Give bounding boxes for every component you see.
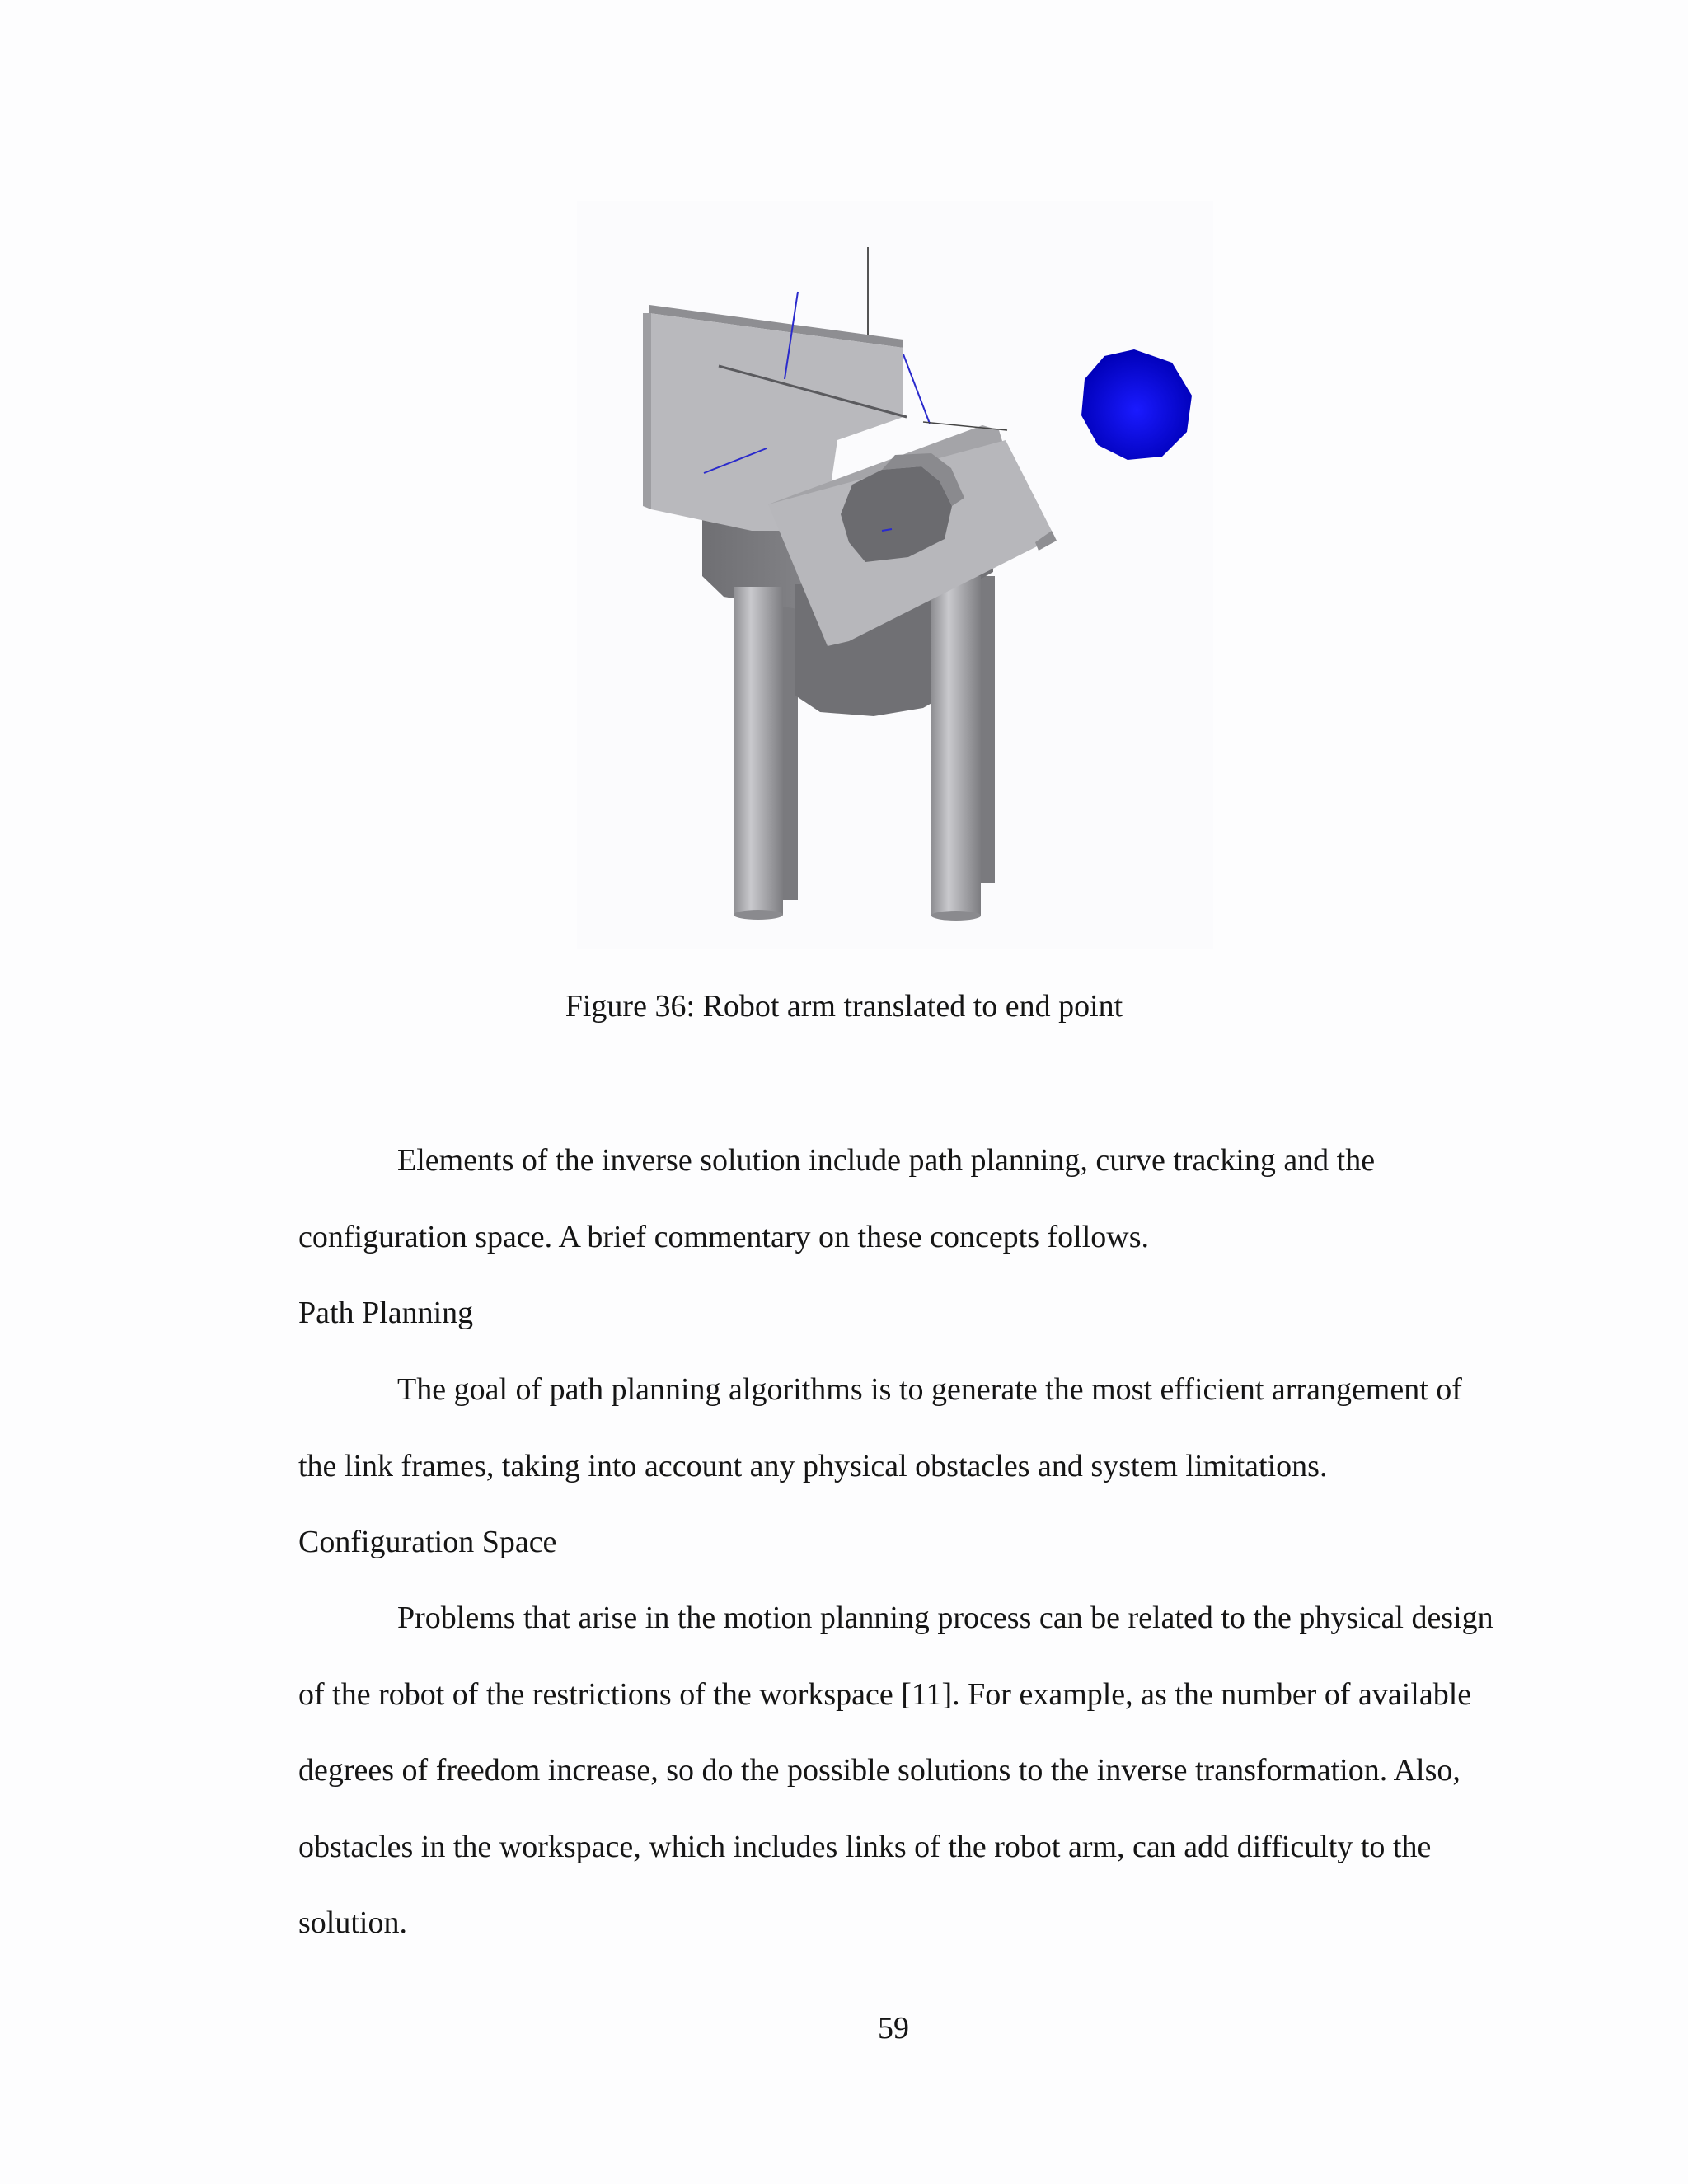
paragraph-path-planning: The goal of path planning algorithms is to generate the most efficient arrangement of the link frames, taking into account any physical obstacles and system limitations. [298,1372,1462,1483]
shoulder-plate-side [643,313,651,509]
paragraph-configuration-space: Problems that arise in the motion planning process can be related to the physical design of the robot of the restrictions of the workspace [11]. For example, as the number of available degrees of freedom increase, so do the possible solutions to the inverse transformation. Also, obstacles in the workspace, which includes links of the robot arm, can add difficulty to the solution. [298,1601,1493,1940]
leg-front-right [931,576,981,916]
robot-arm-figure [577,201,1213,949]
heading-configuration-space: Configuration Space [298,1525,557,1559]
leg-front-left-foot [734,910,783,920]
paragraph-inverse-solution: Elements of the inverse solution include path planning, curve tracking and the configuration space. A brief commentary on these concepts follows. [298,1143,1376,1254]
heading-path-planning: Path Planning [298,1296,474,1330]
robot-arm-render [577,201,1213,949]
leg-front-right-foot [931,911,981,921]
page-number: 59 [878,2011,909,2046]
figure-caption: Figure 36: Robot arm translated to end point [565,989,1123,1024]
leg-front-left [734,587,783,915]
